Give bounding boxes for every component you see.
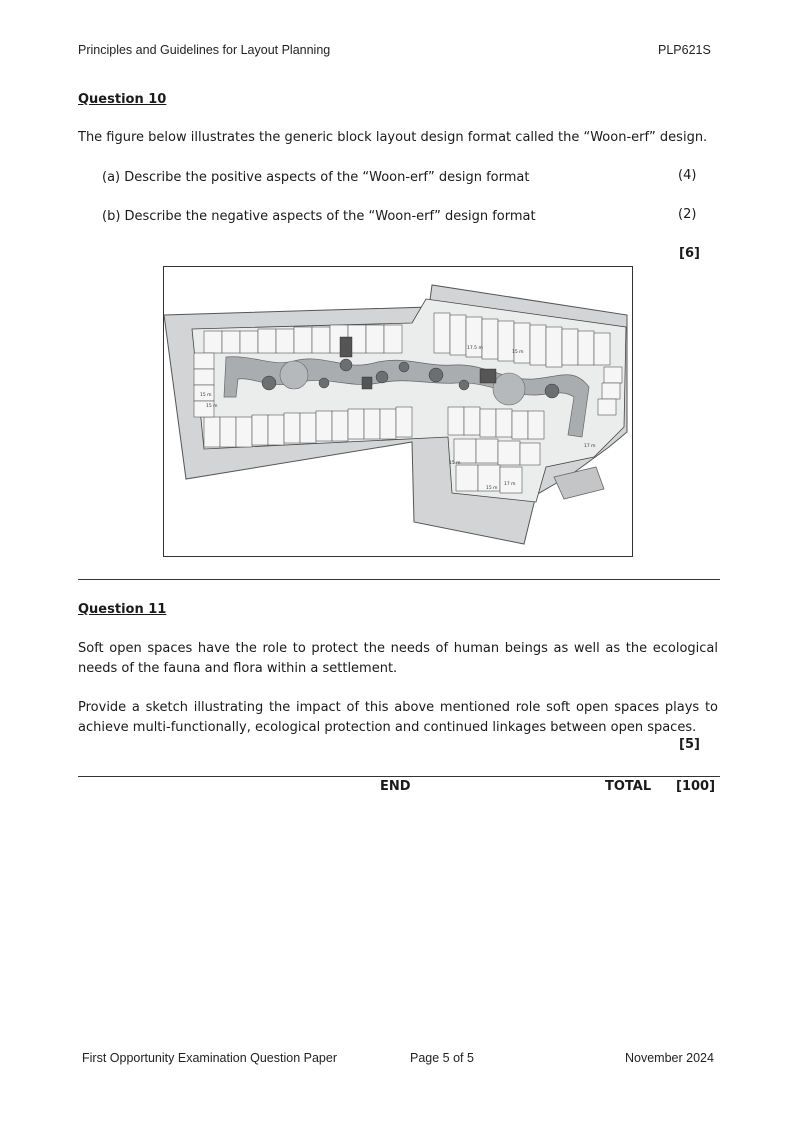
dimension-label: 15 m <box>206 404 218 409</box>
section-divider <box>78 579 720 580</box>
end-divider <box>78 776 720 777</box>
dimension-label: 15 m <box>200 393 212 398</box>
question-11-total: [5] <box>679 737 700 752</box>
question-10-title: Question 10 <box>78 92 167 107</box>
woonerf-layout-figure <box>163 266 633 557</box>
footer-page: Page 5 of 5 <box>410 1051 474 1065</box>
dimension-label: 15 m <box>512 350 524 355</box>
dimension-label: 15 m <box>486 486 498 491</box>
question-10-part-a: (a) Describe the positive aspects of the “Woon-erf” design format <box>102 170 530 185</box>
turning-circle <box>280 361 308 389</box>
question-10-part-b-marks: (2) <box>678 207 697 222</box>
dimension-label: 15 m <box>449 461 461 466</box>
course-code: PLP621S <box>658 43 711 57</box>
total-label: TOTAL <box>605 779 652 794</box>
question-11-para-1: Soft open spaces have the role to protect the needs of human beings as well as the ecological needs of the fauna and flora within a settlement. <box>78 641 718 676</box>
question-10-part-a-marks: (4) <box>678 168 697 183</box>
question-10-total: [6] <box>679 246 700 261</box>
footer-date: November 2024 <box>625 1051 714 1065</box>
dimension-label: 17.5 m <box>467 346 483 351</box>
question-11-title: Question 11 <box>78 602 167 617</box>
question-10-intro: The figure below illustrates the generic block layout design format called the “Woon-erf” design. <box>78 130 708 145</box>
footer-exam: First Opportunity Examination Question Paper <box>82 1051 337 1065</box>
turning-circle <box>493 373 525 405</box>
course-title: Principles and Guidelines for Layout Planning <box>78 43 331 57</box>
dimension-label: 17 m <box>584 444 596 449</box>
question-11-para-2: Provide a sketch illustrating the impact of this above mentioned role soft open spaces plays to achieve multi-functionally, ecological protection and continued linkages between open spaces. <box>78 700 718 735</box>
woonerf-plan-drawing <box>164 267 632 556</box>
total-value: [100] <box>676 779 716 794</box>
dimension-label: 17 m <box>504 482 516 487</box>
end-label: END <box>380 779 411 794</box>
question-10-part-b: (b) Describe the negative aspects of the “Woon-erf” design format <box>102 209 536 224</box>
